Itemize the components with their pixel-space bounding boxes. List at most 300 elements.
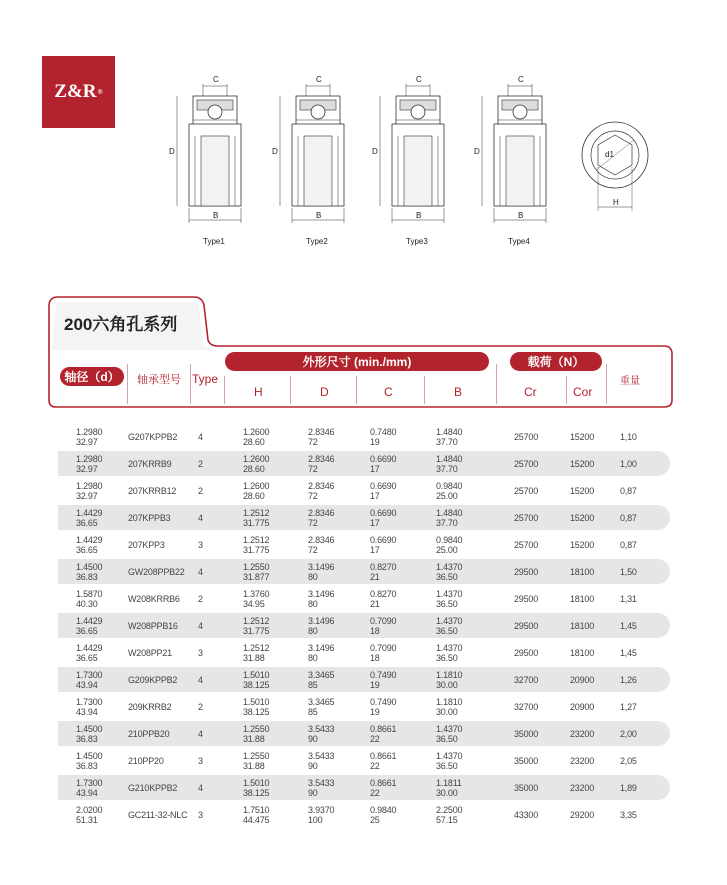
- shaft-inch: 1.2980: [76, 480, 103, 491]
- b-mm: 36.50: [436, 733, 458, 744]
- h-cell: [243, 694, 269, 719]
- cor-value: 18100: [570, 593, 595, 604]
- cr-value: 43300: [514, 809, 539, 820]
- h-mm: 28.60: [243, 436, 265, 447]
- model-value: GW208PPB22: [128, 566, 185, 577]
- c-mm: 17: [370, 544, 380, 555]
- type-value: 4: [198, 728, 203, 739]
- h-inch: 1.7510: [243, 804, 270, 815]
- cr-cell: [514, 559, 538, 584]
- d-inch: 3.3465: [308, 669, 335, 680]
- cr-value: 32700: [514, 674, 539, 685]
- model-cell: [128, 532, 165, 557]
- shaft-inch: 1.4500: [76, 750, 103, 761]
- b-mm: 30.00: [436, 679, 458, 690]
- cor-value: 29200: [570, 809, 595, 820]
- model-cell: [128, 802, 187, 827]
- model-cell: [128, 451, 171, 476]
- table-row: [58, 721, 670, 746]
- header-divider: [190, 364, 191, 404]
- d-header: D: [320, 385, 329, 399]
- cor-cell: [570, 613, 594, 638]
- d-mm: 72: [308, 544, 318, 555]
- b-mm: 30.00: [436, 787, 458, 798]
- table-row: [58, 424, 670, 449]
- dim-d-label: D: [474, 147, 480, 156]
- h-mm: 31.775: [243, 625, 270, 636]
- c-cell: [370, 667, 396, 692]
- d-mm: 90: [308, 760, 318, 771]
- shaft-mm: 32.97: [76, 490, 98, 501]
- table-row: [58, 532, 670, 557]
- weight-cell: [620, 451, 637, 476]
- shaft-diameter-cell: [76, 640, 102, 665]
- weight-cell: [620, 694, 637, 719]
- table-row: [58, 640, 670, 665]
- cor-value: 23200: [570, 755, 595, 766]
- d-inch: 3.1496: [308, 615, 335, 626]
- cor-cell: [570, 559, 594, 584]
- c-cell: [370, 694, 396, 719]
- dim-d1-label: d1: [605, 150, 614, 159]
- type-value: 4: [198, 782, 203, 793]
- h-cell: [243, 451, 269, 476]
- shaft-inch: 1.5870: [76, 588, 103, 599]
- shaft-mm: 32.97: [76, 463, 98, 474]
- h-mm: 38.125: [243, 679, 270, 690]
- h-mm: 28.60: [243, 463, 265, 474]
- type-value: 3: [198, 755, 203, 766]
- cr-cell: [514, 586, 538, 611]
- brand-logo-text: Z&R: [54, 81, 97, 102]
- b-inch: 1.4370: [436, 642, 463, 653]
- type-cell: [198, 424, 203, 449]
- table-row: [58, 694, 670, 719]
- model-value: 207KRRB9: [128, 458, 172, 469]
- cor-value: 20900: [570, 674, 595, 685]
- model-cell: [128, 478, 176, 503]
- b-inch: 1.4370: [436, 561, 463, 572]
- d-cell: [308, 748, 334, 773]
- h-inch: 1.2550: [243, 750, 270, 761]
- h-mm: 31.877: [243, 571, 270, 582]
- c-cell: [370, 640, 396, 665]
- d-cell: [308, 667, 334, 692]
- cor-cell: [570, 667, 594, 692]
- weight-value: 1,45: [620, 647, 637, 658]
- d-inch: 3.1496: [308, 642, 335, 653]
- model-cell: [128, 424, 177, 449]
- shaft-diameter-cell: [76, 532, 102, 557]
- shaft-inch: 1.4500: [76, 723, 103, 734]
- b-mm: 37.70: [436, 436, 458, 447]
- c-inch: 0.7480: [370, 426, 397, 437]
- c-mm: 22: [370, 733, 380, 744]
- h-cell: [243, 478, 269, 503]
- shaft-mm: 36.83: [76, 733, 98, 744]
- dim-b-label: B: [213, 211, 219, 220]
- shaft-diameter-cell: [76, 667, 102, 692]
- c-cell: [370, 424, 396, 449]
- shaft-inch: 1.7300: [76, 777, 103, 788]
- model-cell: [128, 640, 172, 665]
- d-mm: 85: [308, 706, 318, 717]
- dim-c-label: C: [316, 75, 322, 84]
- cr-cell: [514, 721, 538, 746]
- type-cell: [198, 775, 203, 800]
- h-mm: 31.775: [243, 544, 270, 555]
- model-value: GC211-32-NLC: [128, 809, 188, 820]
- bearing-diagrams: [0, 75, 727, 255]
- cor-cell: [570, 478, 594, 503]
- cor-cell: [570, 721, 594, 746]
- shaft-diameter-cell: [76, 505, 102, 530]
- shaft-inch: 1.7300: [76, 696, 103, 707]
- shaft-mm: 36.65: [76, 625, 98, 636]
- weight-value: 1,00: [620, 458, 637, 469]
- cor-value: 23200: [570, 728, 595, 739]
- model-value: G210KPPB2: [128, 782, 178, 793]
- type-value: 2: [198, 485, 203, 496]
- shaft-mm: 32.97: [76, 436, 98, 447]
- c-cell: [370, 748, 396, 773]
- h-cell: [243, 559, 269, 584]
- d-mm: 80: [308, 652, 318, 663]
- d-inch: 2.8346: [308, 507, 335, 518]
- c-inch: 0.9840: [370, 804, 397, 815]
- b-mm: 36.50: [436, 571, 458, 582]
- type-value: 4: [198, 431, 203, 442]
- b-inch: 0.9840: [436, 534, 463, 545]
- cr-value: 29500: [514, 566, 539, 577]
- c-mm: 19: [370, 679, 380, 690]
- b-cell: [436, 721, 462, 746]
- cr-cell: [514, 478, 538, 503]
- b-cell: [436, 451, 462, 476]
- shaft-diameter-cell: [76, 613, 102, 638]
- cor-cell: [570, 748, 594, 773]
- b-inch: 1.4370: [436, 750, 463, 761]
- b-mm: 37.70: [436, 517, 458, 528]
- dim-b-label: B: [518, 211, 524, 220]
- weight-value: 0,87: [620, 512, 637, 523]
- c-inch: 0.7090: [370, 615, 397, 626]
- shaft-inch: 2.0200: [76, 804, 103, 815]
- type-cell: [198, 640, 203, 665]
- d-cell: [308, 802, 334, 827]
- model-value: 207KPP3: [128, 539, 165, 550]
- c-mm: 17: [370, 463, 380, 474]
- dim-h-label: H: [613, 198, 619, 207]
- cor-cell: [570, 775, 594, 800]
- h-cell: [243, 505, 269, 530]
- b-inch: 1.4840: [436, 507, 463, 518]
- dim-b-label: B: [416, 211, 422, 220]
- cor-cell: [570, 802, 594, 827]
- dim-d-label: D: [272, 147, 278, 156]
- table-row: [58, 748, 670, 773]
- d-cell: [308, 640, 334, 665]
- table-row: [58, 478, 670, 503]
- model-value: 207KRRB12: [128, 485, 177, 496]
- diagram-type4: [474, 75, 546, 246]
- h-cell: [243, 802, 269, 827]
- c-mm: 17: [370, 490, 380, 501]
- type-value: 2: [198, 701, 203, 712]
- weight-value: 1,31: [620, 593, 637, 604]
- d-cell: [308, 613, 334, 638]
- b-inch: 1.4370: [436, 723, 463, 734]
- cr-cell: [514, 802, 538, 827]
- weight-value: 1,89: [620, 782, 637, 793]
- d-cell: [308, 424, 334, 449]
- weight-cell: [620, 640, 637, 665]
- cor-value: 18100: [570, 620, 595, 631]
- b-cell: [436, 667, 462, 692]
- section-title: 200六角孔系列: [64, 314, 178, 334]
- weight-cell: [620, 667, 637, 692]
- weight-cell: [620, 478, 637, 503]
- cor-value: 15200: [570, 539, 595, 550]
- diagram-type2: [272, 75, 344, 246]
- b-cell: [436, 748, 462, 773]
- table-row: [58, 451, 670, 476]
- model-header: 轴承型号: [137, 374, 181, 386]
- type-cell: [198, 802, 203, 827]
- h-cell: [243, 640, 269, 665]
- type-value: 2: [198, 458, 203, 469]
- type-value: 4: [198, 620, 203, 631]
- c-mm: 19: [370, 436, 380, 447]
- c-cell: [370, 613, 396, 638]
- c-inch: 0.8270: [370, 588, 397, 599]
- h-inch: 1.2600: [243, 426, 270, 437]
- type-cell: [198, 613, 203, 638]
- model-cell: [128, 667, 177, 692]
- d-mm: 80: [308, 571, 318, 582]
- diagram-type3: [372, 75, 444, 246]
- shaft-inch: 1.4500: [76, 561, 103, 572]
- type-cell: [198, 478, 203, 503]
- cr-value: 25700: [514, 512, 539, 523]
- c-inch: 0.8270: [370, 561, 397, 572]
- b-cell: [436, 613, 462, 638]
- cr-value: 29500: [514, 620, 539, 631]
- weight-value: 3,35: [620, 809, 637, 820]
- b-mm: 36.50: [436, 760, 458, 771]
- cr-value: 35000: [514, 782, 539, 793]
- model-value: 210PPB20: [128, 728, 170, 739]
- b-mm: 36.50: [436, 598, 458, 609]
- h-inch: 1.2550: [243, 561, 270, 572]
- d-cell: [308, 478, 334, 503]
- h-inch: 1.2512: [243, 534, 270, 545]
- shaft-diameter-cell: [76, 478, 102, 503]
- c-mm: 19: [370, 706, 380, 717]
- cor-value: 18100: [570, 647, 595, 658]
- type-value: 4: [198, 566, 203, 577]
- type-cell: [198, 748, 203, 773]
- h-header: H: [254, 385, 263, 399]
- cr-header: Cr: [524, 385, 537, 399]
- d-inch: 3.5433: [308, 777, 335, 788]
- d-inch: 2.8346: [308, 426, 335, 437]
- table-row: [58, 559, 670, 584]
- b-inch: 1.4840: [436, 453, 463, 464]
- b-mm: 37.70: [436, 463, 458, 474]
- b-cell: [436, 559, 462, 584]
- header-divider: [356, 376, 357, 404]
- table-row: [58, 802, 670, 827]
- cr-value: 25700: [514, 431, 539, 442]
- h-inch: 1.2600: [243, 453, 270, 464]
- type-value: 2: [198, 593, 203, 604]
- header-divider: [424, 376, 425, 404]
- shaft-diameter-cell: [76, 748, 102, 773]
- h-inch: 1.5010: [243, 669, 270, 680]
- h-mm: 44.475: [243, 814, 270, 825]
- cr-value: 25700: [514, 458, 539, 469]
- h-cell: [243, 775, 269, 800]
- d-inch: 3.5433: [308, 750, 335, 761]
- header-divider: [566, 376, 567, 404]
- dim-b-label: B: [316, 211, 322, 220]
- b-cell: [436, 505, 462, 530]
- cr-value: 35000: [514, 755, 539, 766]
- d-mm: 90: [308, 733, 318, 744]
- cor-value: 15200: [570, 485, 595, 496]
- b-mm: 30.00: [436, 706, 458, 717]
- shaft-inch: 1.2980: [76, 453, 103, 464]
- h-mm: 28.60: [243, 490, 265, 501]
- cor-value: 15200: [570, 512, 595, 523]
- b-inch: 1.1810: [436, 669, 463, 680]
- c-inch: 0.6690: [370, 453, 397, 464]
- b-cell: [436, 775, 462, 800]
- shaft-inch: 1.4429: [76, 534, 103, 545]
- type-value: 3: [198, 539, 203, 550]
- weight-cell: [620, 505, 637, 530]
- h-mm: 38.125: [243, 706, 270, 717]
- b-mm: 25.00: [436, 544, 458, 555]
- cor-value: 18100: [570, 566, 595, 577]
- type-cell: [198, 559, 203, 584]
- cr-cell: [514, 424, 538, 449]
- weight-header: 重量: [620, 376, 640, 387]
- cor-header: Cor: [573, 385, 593, 399]
- weight-cell: [620, 802, 637, 827]
- cor-cell: [570, 586, 594, 611]
- model-value: W208KRRB6: [128, 593, 180, 604]
- dim-d-label: D: [169, 147, 175, 156]
- cr-cell: [514, 613, 538, 638]
- c-inch: 0.7490: [370, 696, 397, 707]
- c-inch: 0.8661: [370, 777, 397, 788]
- h-cell: [243, 667, 269, 692]
- h-mm: 31.775: [243, 517, 270, 528]
- type-cell: [198, 586, 203, 611]
- cor-value: 23200: [570, 782, 595, 793]
- dim-c-label: C: [213, 75, 219, 84]
- type3-label: Type3: [406, 237, 428, 246]
- h-cell: [243, 532, 269, 557]
- type-cell: [198, 667, 203, 692]
- d-mm: 72: [308, 517, 318, 528]
- model-cell: [128, 748, 164, 773]
- cr-cell: [514, 748, 538, 773]
- h-cell: [243, 613, 269, 638]
- c-cell: [370, 559, 396, 584]
- cr-value: 25700: [514, 539, 539, 550]
- c-mm: 18: [370, 625, 380, 636]
- shaft-mm: 36.65: [76, 544, 98, 555]
- c-mm: 21: [370, 571, 380, 582]
- cor-cell: [570, 424, 594, 449]
- c-cell: [370, 532, 396, 557]
- cr-value: 29500: [514, 647, 539, 658]
- cor-cell: [570, 640, 594, 665]
- type-value: 3: [198, 647, 203, 658]
- dim-c-label: C: [518, 75, 524, 84]
- c-inch: 0.6690: [370, 480, 397, 491]
- weight-cell: [620, 532, 637, 557]
- model-cell: [128, 505, 170, 530]
- weight-cell: [620, 586, 637, 611]
- weight-value: 2,00: [620, 728, 637, 739]
- c-inch: 0.6690: [370, 534, 397, 545]
- dim-d-label: D: [372, 147, 378, 156]
- c-cell: [370, 802, 396, 827]
- model-value: 209KRRB2: [128, 701, 172, 712]
- b-inch: 1.4840: [436, 426, 463, 437]
- b-cell: [436, 586, 462, 611]
- cr-cell: [514, 640, 538, 665]
- h-inch: 1.5010: [243, 777, 270, 788]
- d-inch: 2.8346: [308, 480, 335, 491]
- cor-cell: [570, 505, 594, 530]
- hex-bore-view: [582, 122, 648, 211]
- table-row: [58, 667, 670, 692]
- model-cell: [128, 721, 169, 746]
- b-inch: 0.9840: [436, 480, 463, 491]
- b-cell: [436, 532, 462, 557]
- d-inch: 3.5433: [308, 723, 335, 734]
- weight-cell: [620, 748, 637, 773]
- shaft-diameter-cell: [76, 802, 102, 827]
- b-mm: 25.00: [436, 490, 458, 501]
- d-mm: 72: [308, 490, 318, 501]
- model-cell: [128, 559, 185, 584]
- d-mm: 80: [308, 598, 318, 609]
- shaft-mm: 36.65: [76, 517, 98, 528]
- b-inch: 2.2500: [436, 804, 463, 815]
- shaft-mm: 40.30: [76, 598, 98, 609]
- weight-cell: [620, 721, 637, 746]
- shaft-diameter-cell: [76, 721, 102, 746]
- b-cell: [436, 478, 462, 503]
- h-inch: 1.5010: [243, 696, 270, 707]
- type-header: Type: [192, 372, 219, 386]
- b-mm: 36.50: [436, 625, 458, 636]
- shaft-mm: 43.94: [76, 787, 98, 798]
- model-value: W208PPB16: [128, 620, 178, 631]
- model-value: W208PP21: [128, 647, 172, 658]
- type1-label: Type1: [203, 237, 225, 246]
- h-cell: [243, 748, 269, 773]
- c-cell: [370, 721, 396, 746]
- diagram-type1: [169, 75, 241, 246]
- dim-c-label: C: [416, 75, 422, 84]
